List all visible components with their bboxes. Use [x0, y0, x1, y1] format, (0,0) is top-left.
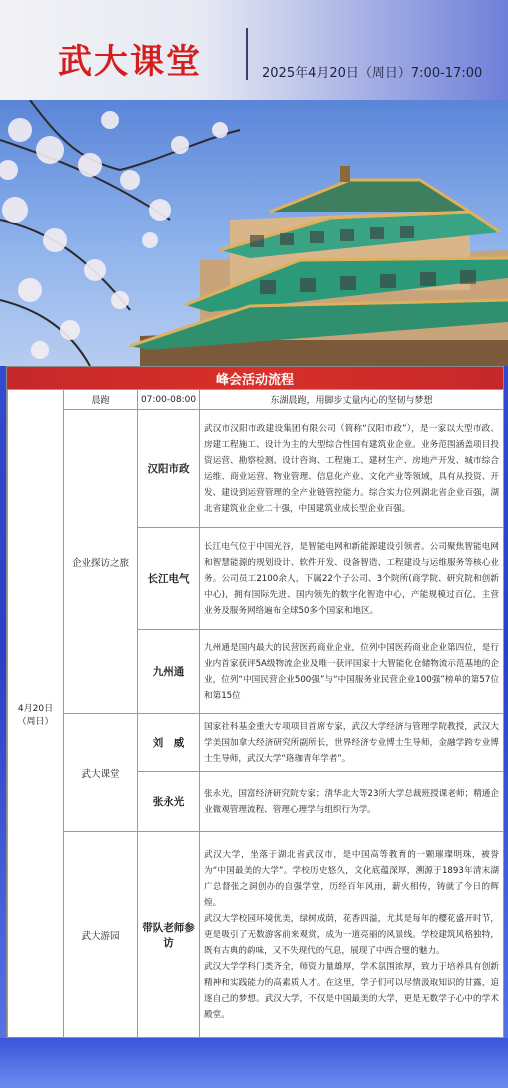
- speaker-desc: 张永光，国富经济研究院专家；清华北大等23所大学总裁班授课老师；精通企业微观管理流程、管理心理学与组织行为学。: [200, 772, 504, 832]
- morning-time: 07:00-08:00: [138, 390, 200, 410]
- campus-paragraph: 武汉大学校园环境优美，绿树成荫，花香四溢，尤其是每年的樱花盛开时节，更是吸引了无数游客前来观赏，成为一道亮丽的风景线。学校建筑风格独特，既有古典的韵味，又不失现代的气息，展现了中西合璧的魅力。: [204, 913, 499, 956]
- campus-building-illustration: [0, 100, 508, 366]
- org-desc: 九州通是国内最大的民营医药商业企业，位列中国医药商业企业第四位，是行业内首家获评5A级物流企业及唯一获评国家十大智能化仓储物流示范基地的企业，位列“中国民营企业500强”与“中国服务业民营企业100强”榜单的第57位和第15位: [200, 630, 504, 714]
- bottom-band: [0, 1038, 508, 1088]
- table-row: [8, 714, 504, 772]
- event-date: 2025年4月20日（周日）7:00-17:00: [262, 66, 483, 81]
- table-row: [8, 410, 504, 528]
- org-name: 汉阳市政: [138, 410, 200, 528]
- guide-label: 带队老师参访: [138, 832, 200, 1038]
- speaker-name: 刘 威: [138, 714, 200, 772]
- campus-desc: [200, 832, 504, 1038]
- date-cell: [8, 390, 64, 1039]
- org-name: 长江电气: [138, 528, 200, 630]
- morning-label: 晨跑: [64, 390, 138, 410]
- brand-title: 武大课堂: [58, 42, 202, 82]
- section-name: 武大课堂: [64, 714, 138, 832]
- table-row: [8, 390, 504, 410]
- header-divider: [246, 28, 248, 80]
- agenda-table: [7, 389, 504, 1039]
- org-desc: 武汉市汉阳市政建设集团有限公司（简称“汉阳市政”），是一家以大型市政、房建工程施工、设计为主的大型综合性国有建筑业企业。业务范围涵盖项目投资运营、勘察检测、设计咨询、工程施工、建材生产、房地产开发、城市综合运维、商业运营、物业管理、信息化产业、文化产业等领域，具有从投资、开发、建设到运营管理的全产业链管控能力。综合实力位列湖北省企业百强，湖北省建筑业企业二十强，中国建筑业成长型企业百强。: [200, 410, 504, 528]
- speaker-name: 张永光: [138, 772, 200, 832]
- weekday-label: （周日）: [17, 716, 54, 727]
- org-name: 九州通: [138, 630, 200, 714]
- header-banner: [0, 0, 508, 100]
- speaker-desc: 国家社科基金重大专项项目首席专家，武汉大学经济与管理学院教授，武汉大学美国加拿大经济研究所副所长，世界经济专业博士生导师，金融学跨专业博士生导师，武汉大学“珞珈青年学者”。: [200, 714, 504, 772]
- table-row: [8, 832, 504, 1038]
- agenda-panel: [6, 366, 504, 1038]
- date-label: 4月20日: [17, 703, 54, 714]
- campus-paragraph: 武汉大学学科门类齐全，师资力量雄厚，学术氛围浓厚，致力于培养具有创新精神和实践能力的高素质人才。在这里，学子们可以尽情汲取知识的甘露，追逐自己的梦想。武汉大学，不仅是中国最美的大学，更是无数学子心中的学术殿堂。: [204, 961, 499, 1020]
- morning-desc: 东湖晨跑，用脚步丈量内心的坚韧与梦想: [200, 390, 504, 410]
- section-name: 武大游园: [64, 832, 138, 1038]
- org-desc: 长江电气位于中国光谷，是智能电网和新能源建设引领者。公司聚焦智能电网和智慧能源的规划设计、软件开发、设备智造、工程建设与运维服务等核心业务。公司员工2100余人，下属22个子公司、3个院所(商学院、研究院和创新中心)，拥有国际先进、国内领先的数字化智造中心，产能规模过百亿，主营业务及服务网络遍布全球50多个国家和地区。: [200, 528, 504, 630]
- agenda-title: 峰会活动流程: [7, 367, 503, 389]
- campus-paragraph: 武汉大学，坐落于湖北省武汉市，是中国高等教育的一颗璀璨明珠，被誉为“中国最美的大学”。学校历史悠久，文化底蕴深厚，溯源于1893年清末湖广总督张之洞创办的自强学堂，历经百年风雨，薪火相传，铸就了今日的辉煌。: [204, 849, 499, 908]
- section-name: 企业探访之旅: [64, 410, 138, 714]
- campus-photo: [0, 100, 508, 366]
